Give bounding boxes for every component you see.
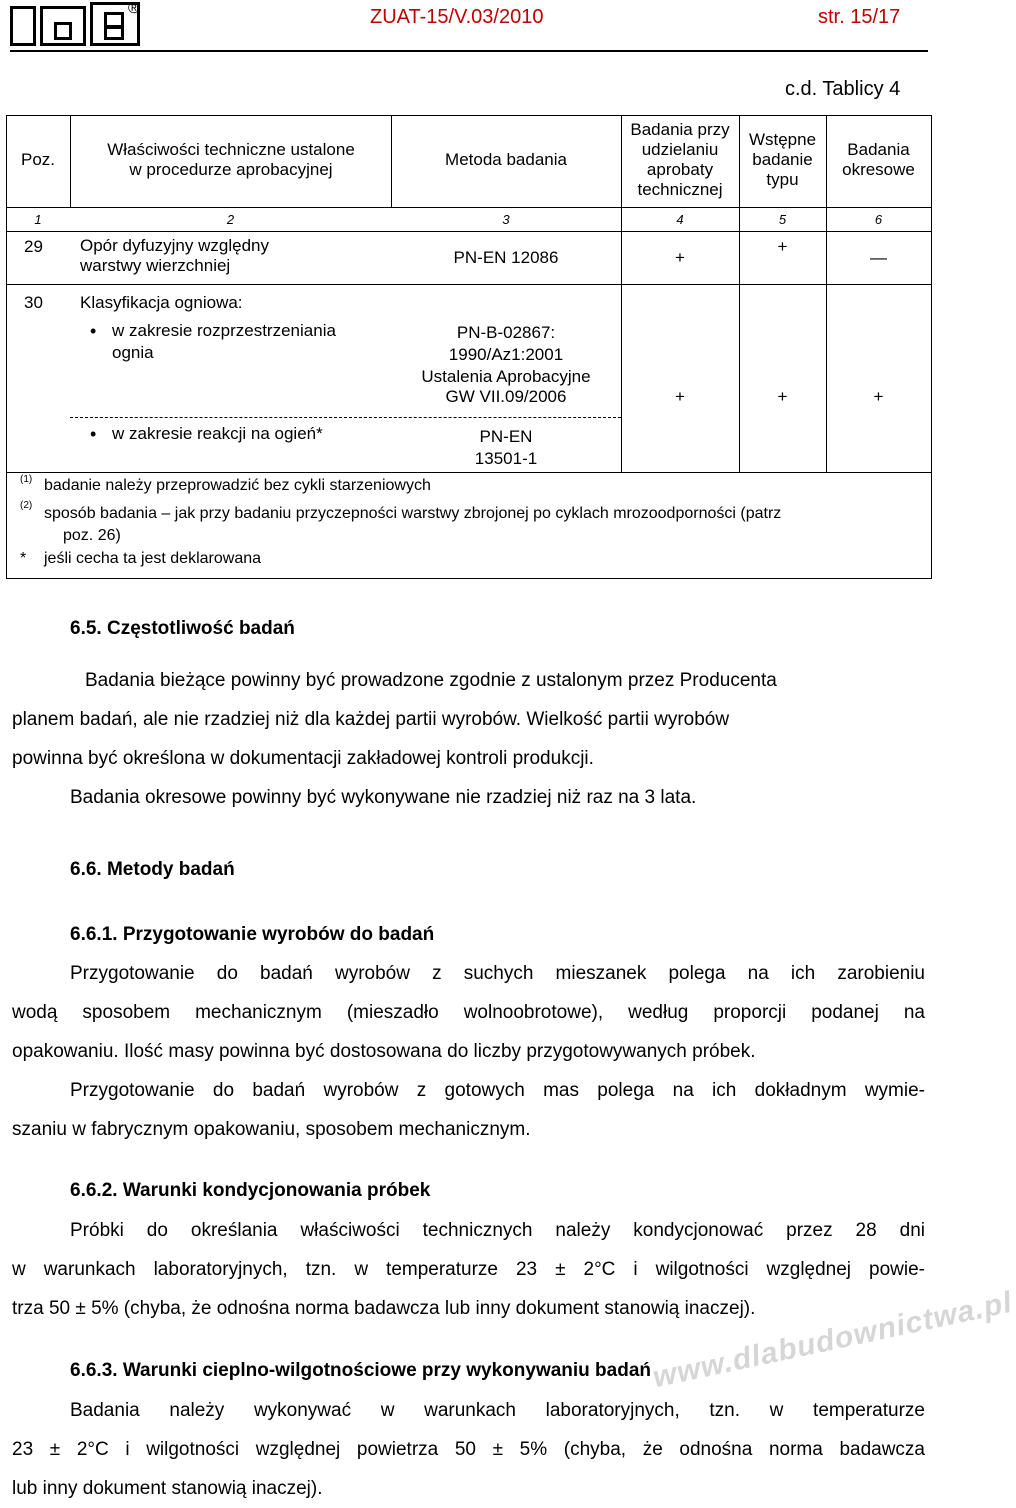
section-paragraph: Przygotowanie do badań wyrobów z suchych mieszanek polega na ich zarobieniu wodą sposobem mechanicznym (mieszadło wolnoobrotowe), według proporcji podanej na opakowaniu. Ilość masy powinna być dostosowana do liczby przygotowywanych próbek. Przygotowanie do badań wyrobów z gotowych mas polega na ich dokładnym wymie- szaniu w fabrycznym opakowaniu, sposobem mechanicznym. <box>12 963 925 1140</box>
header-properties: Właściwości techniczne ustalone w procedurze aprobacyjnej <box>107 140 355 179</box>
table-caption: c.d. Tablicy 4 <box>785 78 901 100</box>
row-method: PN-B-02867: 1990/Az1:2001 Ustalenia Aprobacyjne GW VII.09/2006 <box>421 323 591 406</box>
col-number: 6 <box>874 212 883 227</box>
row-number: 29 <box>24 237 43 256</box>
section-heading: 6.6.1. Przygotowanie wyrobów do badań <box>70 924 435 945</box>
section-heading: 6.5. Częstotliwość badań <box>70 618 295 639</box>
row-approval: + <box>675 248 685 267</box>
section-heading: 6.6.2. Warunki kondycjonowania próbek <box>70 1180 431 1201</box>
row-initial: + <box>777 237 788 256</box>
section-heading: 6.6. Metody badań <box>70 859 235 880</box>
footnote-mark: (1) <box>20 474 33 485</box>
header-pos: Poz. <box>20 150 56 169</box>
row-property: Opór dyfuzyjny względny warstwy wierzchniej <box>80 236 269 275</box>
row-initial: + <box>777 387 788 406</box>
col-number: 2 <box>226 212 235 227</box>
section-paragraph: Badania należy wykonywać w warunkach laboratoryjnych, tzn. w temperaturze 23 ± 2°C i wilgotności względnej powietrza 50 ± 5% (chyba, że odnośna norma badawcza lub inny dokument stanowią inaczej). <box>12 1400 925 1499</box>
header-method: Metoda badania <box>445 150 567 169</box>
section-paragraph: Badania bieżące powinny być prowadzone zgodnie z ustalonym przez Producenta planem badań, ale nie rzadziej niż dla każdej partii wyrobów. Wielkość partii wyrobów powinna być określona w dokumentacji zakładowej kontroli produkcji. Badania okresowe powinny być wykonywane nie rzadziej niż raz na 3 lata. <box>12 670 777 808</box>
col-number: 1 <box>34 212 42 227</box>
section-heading: 6.6.3. Warunki cieplno-wilgotnościowe przy wykonywaniu badań <box>70 1360 652 1381</box>
footnote-mark: (2) <box>20 500 33 511</box>
registered-mark: ® <box>128 0 140 17</box>
row-subitem: • w zakresie rozprzestrzeniania ognia <box>112 320 336 364</box>
header-periodic: Badania okresowe <box>842 140 915 179</box>
col-number: 5 <box>778 212 787 227</box>
header-initial-type-test: Wstępne badanie typu <box>748 130 817 189</box>
header-approval: Badania przy udzielaniu aprobaty technicznej <box>630 120 730 199</box>
footnote-2: sposób badania – jak przy badaniu przyczepności warstwy zbrojonej po cyklach mrozoodporności (patrz poz. 26) <box>44 505 782 544</box>
row-number: 30 <box>24 293 43 312</box>
footnote-1: badanie należy przeprowadzić bez cykli starzeniowych <box>44 477 431 494</box>
properties-table <box>0 0 960 600</box>
col-number: 4 <box>676 212 684 227</box>
section-paragraph: Próbki do określania właściwości technicznych należy kondycjonować przez 28 dni w warunkach laboratoryjnych, tzn. w temperaturze 23 ± 2°C i wilgotności względnej powie- trza 50 ± 5% (chyba, że odnośna norma badawcza lub inny dokument stanowią inaczej). <box>12 1220 925 1319</box>
footnote-3: jeśli cecha ta jest deklarowana <box>44 550 262 567</box>
row-periodic: — <box>870 248 887 267</box>
document-code: ZUAT-15/V.03/2010 <box>370 6 544 28</box>
watermark: www.dlabudownictwa.pl <box>650 1285 1016 1395</box>
col-number: 3 <box>502 212 510 227</box>
footnote-mark: * <box>20 550 27 567</box>
row-method: PN-EN 12086 <box>453 248 559 267</box>
row-method: PN-EN 13501-1 <box>474 427 538 468</box>
row-subitem: • w zakresie reakcji na ogień* <box>112 423 323 445</box>
row-approval: + <box>675 387 685 406</box>
row-periodic: + <box>873 387 884 406</box>
row-property: Klasyfikacja ogniowa: <box>80 293 243 312</box>
page-number: str. 15/17 <box>818 6 901 28</box>
